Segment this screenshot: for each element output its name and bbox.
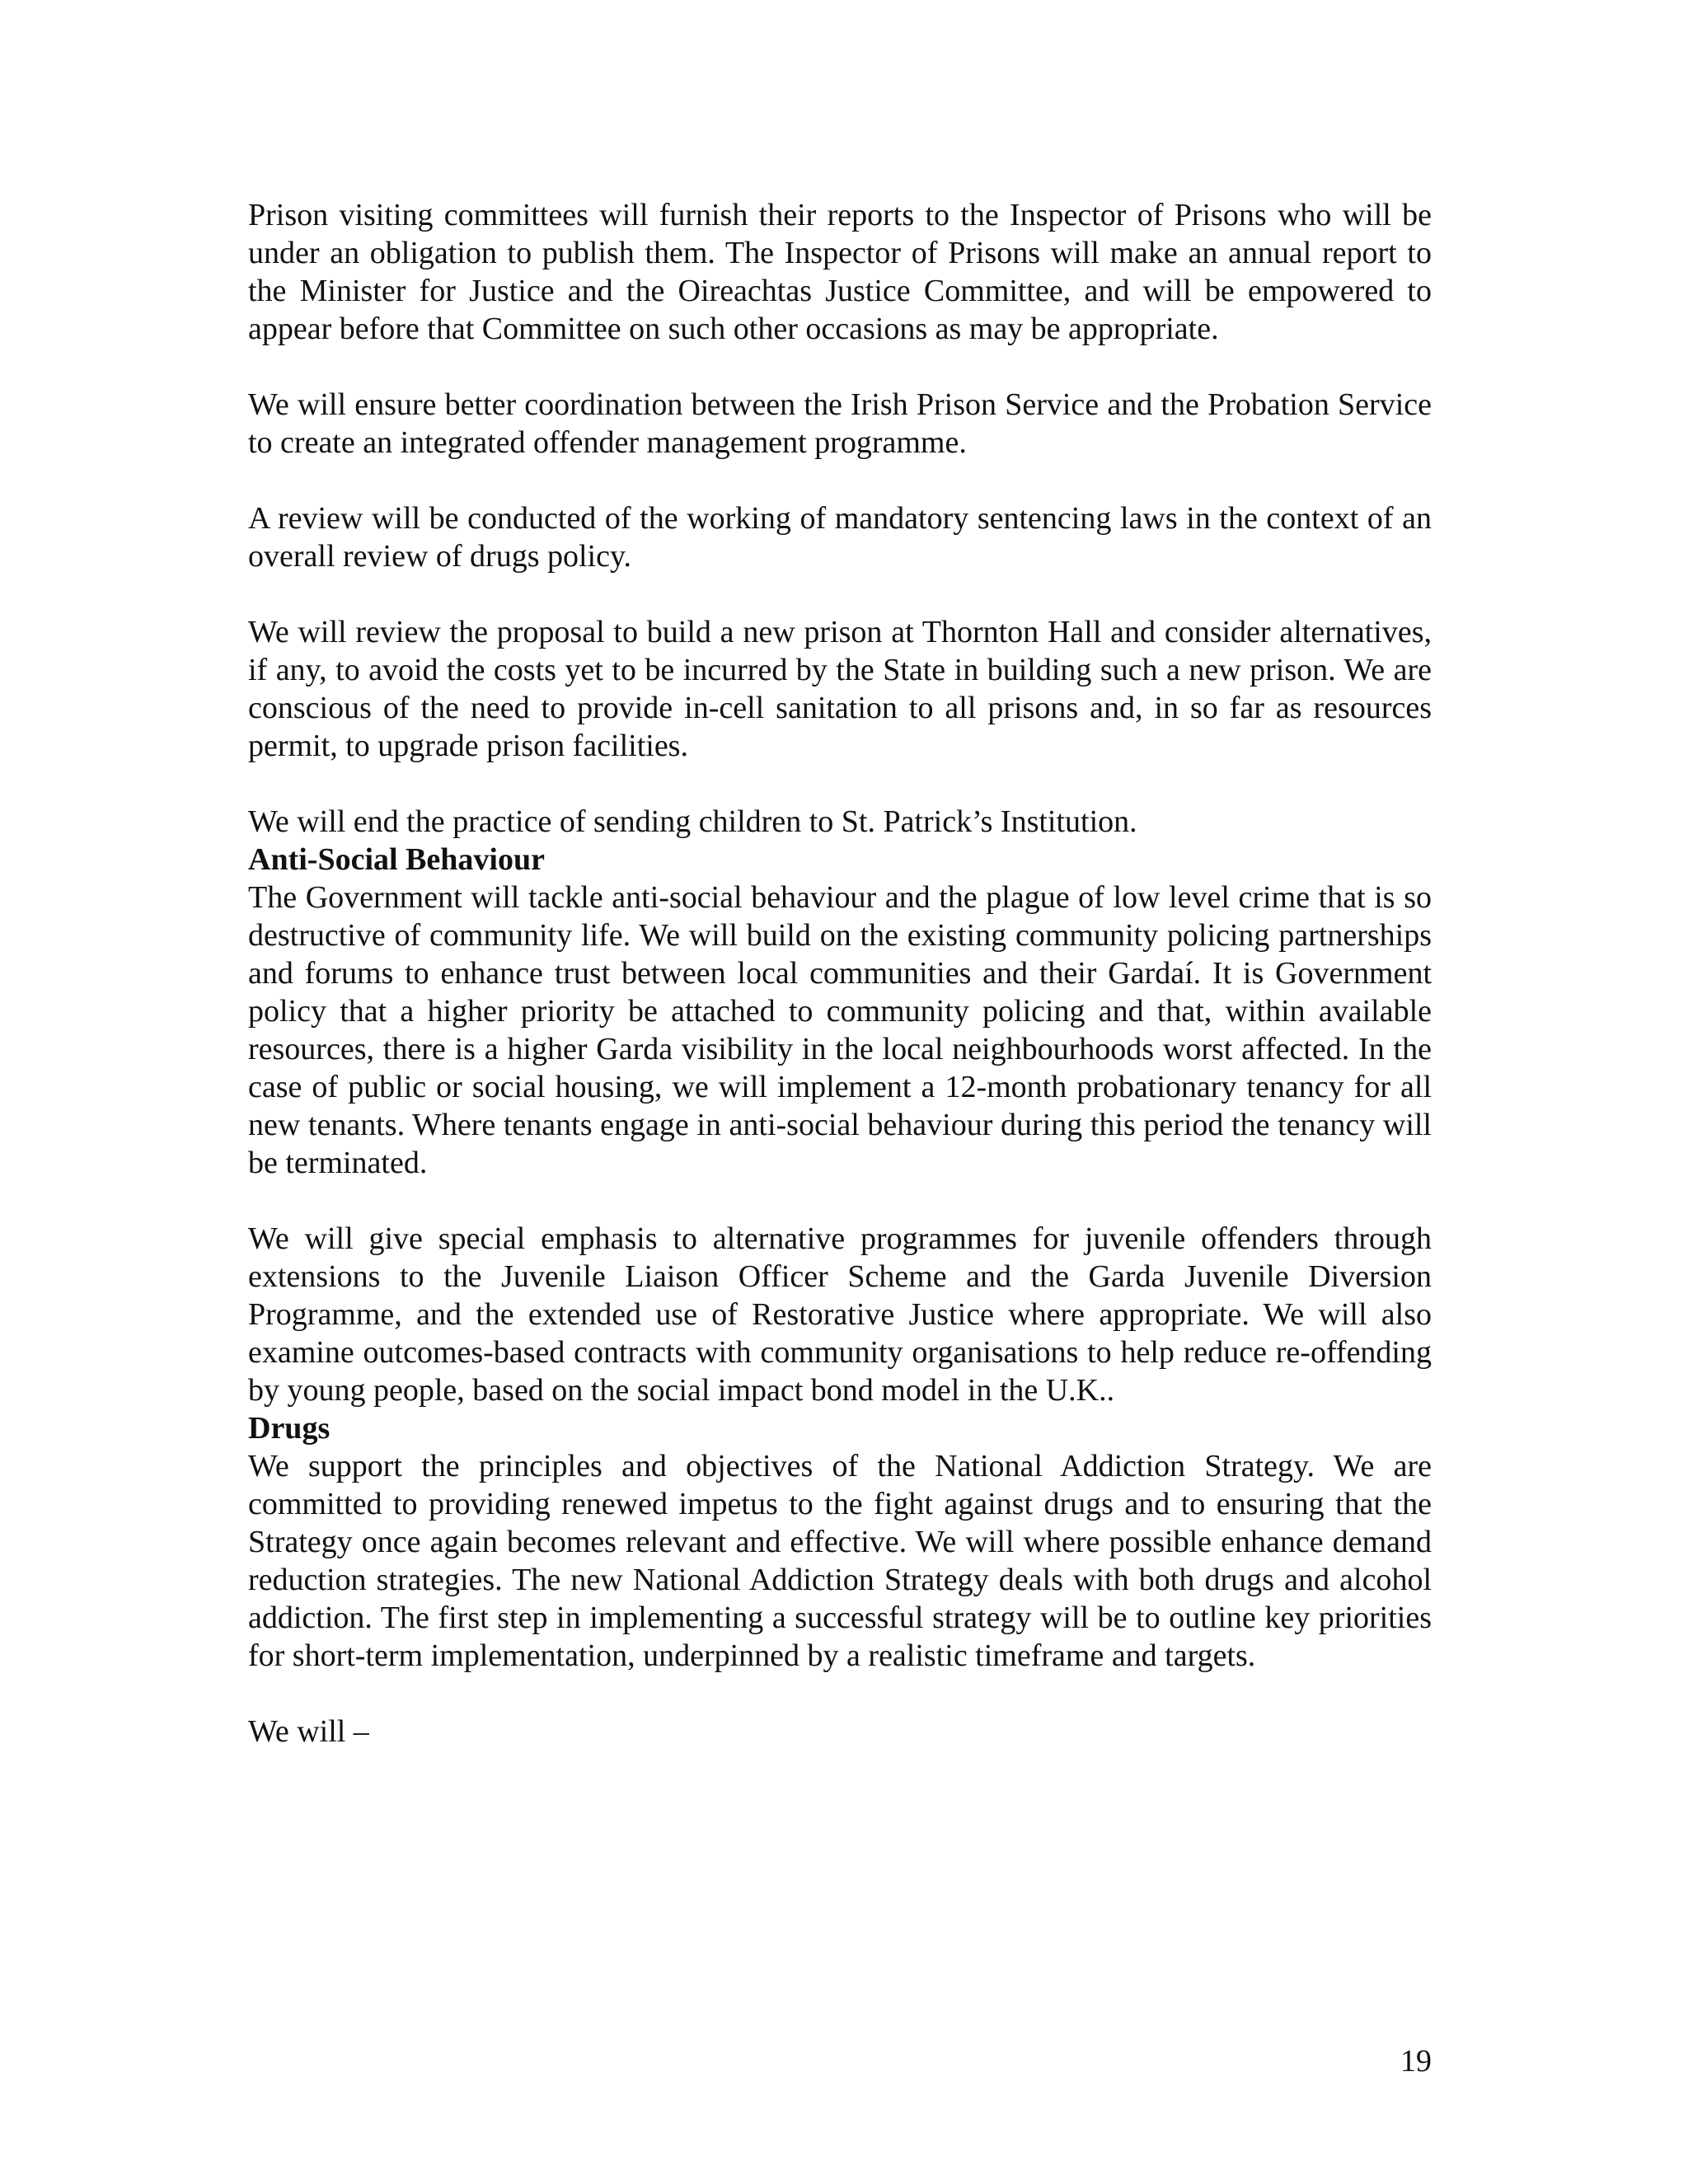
- heading-anti-social-behaviour: Anti-Social Behaviour: [248, 842, 545, 877]
- paragraph-st-patricks: We will end the practice of sending children to St. Patrick’s Institution.: [248, 804, 1137, 839]
- paragraph-national-addiction-strategy: We support the principles and objectives of the National Addiction Strategy. We are committed to providing renewed impetus to the fight against drugs and to ensuring that the Strategy once again becomes relevant and effective. We will where possible enhance demand reduction strategies. The new National Addiction Strategy deals with both drugs and alcohol addiction. The first step in implementing a successful strategy will be to outline key priorities for short-term implementation, underpinned by a realistic timeframe and targets.: [248, 1449, 1432, 1673]
- paragraph-mandatory-sentencing-review: A review will be conducted of the working of mandatory sentencing laws in the context of an overall review of drugs policy.: [248, 501, 1432, 574]
- paragraph-prison-probation-coordination: We will ensure better coordination between the Irish Prison Service and the Probation Service to create an integrated offender management programme.: [248, 387, 1432, 460]
- paragraph-anti-social-tackle: The Government will tackle anti-social behaviour and the plague of low level crime that is so destructive of community life. We will build on the existing community policing partnerships and forums to enhance trust between local communities and their Gardaí. It is Government policy that a higher priority be attached to community policing and that, within available resources, there is a higher Garda visibility in the local neighbourhoods worst affected. In the case of public or social housing, we will implement a 12-month probationary tenancy for all new tenants. Where tenants engage in anti-social behaviour during this period the tenancy will be terminated.: [248, 880, 1432, 1180]
- document-body: [248, 196, 1432, 1750]
- paragraph-we-will: We will –: [248, 1714, 369, 1749]
- heading-drugs: Drugs: [248, 1411, 331, 1446]
- page-number: 19: [1400, 2044, 1432, 2079]
- paragraph-thornton-hall: We will review the proposal to build a new prison at Thornton Hall and consider alternatives, if any, to avoid the costs yet to be incurred by the State in building such a new prison. We are conscious of the need to provide in-cell sanitation to all prisons and, in so far as resources permit, to upgrade prison facilities.: [248, 615, 1432, 763]
- paragraph-juvenile-offenders: We will give special emphasis to alternative programmes for juvenile offenders through extensions to the Juvenile Liaison Officer Scheme and the Garda Juvenile Diversion Programme, and the extended use of Restorative Justice where appropriate. We will also examine outcomes-based contracts with community organisations to help reduce re-offending by young people, based on the social impact bond model in the U.K..: [248, 1221, 1432, 1408]
- paragraph-prison-visiting-committees: Prison visiting committees will furnish their reports to the Inspector of Prisons who will be under an obligation to publish them. The Inspector of Prisons will make an annual report to the Minister for Justice and the Oireachtas Justice Committee, and will be empowered to appear before that Committee on such other occasions as may be appropriate.: [248, 198, 1432, 346]
